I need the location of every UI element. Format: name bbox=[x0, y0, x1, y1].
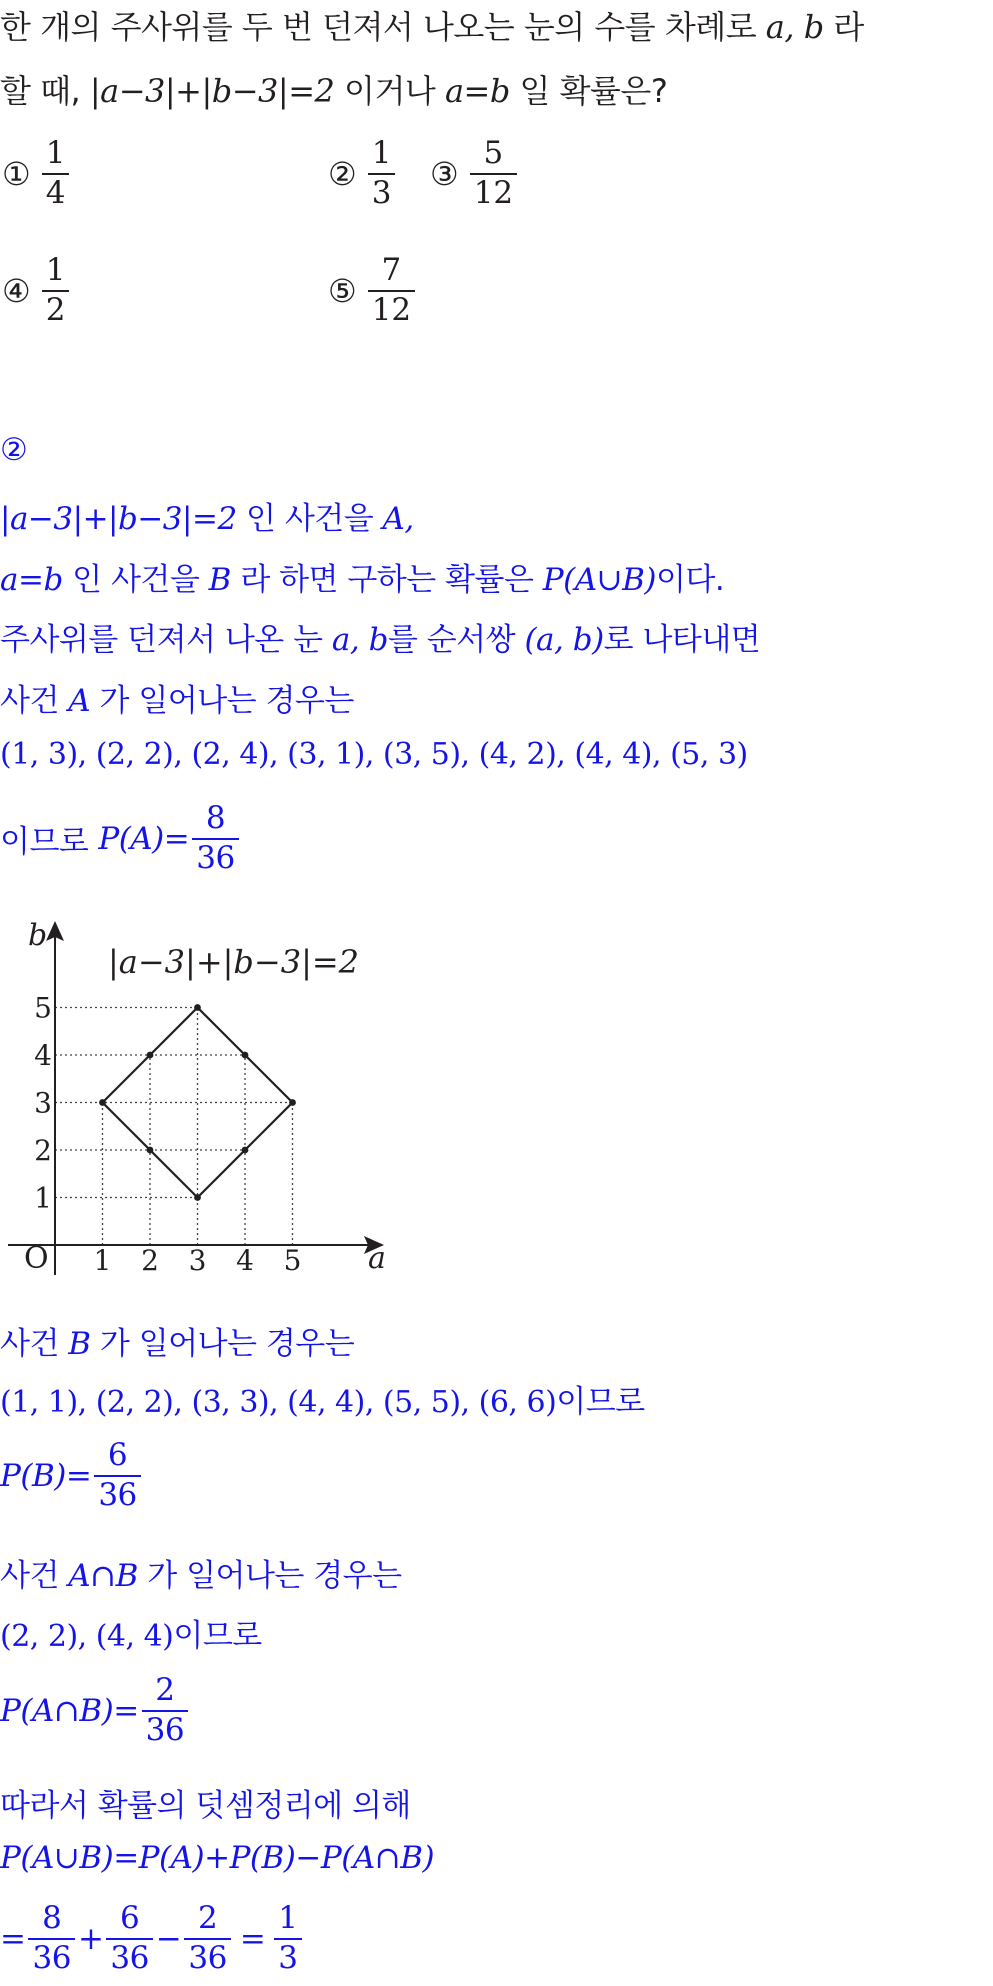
text: 가 일어나는 경우는 bbox=[147, 1558, 402, 1594]
solution-line-12 bbox=[0, 1672, 191, 1750]
y-tick-label: 2 bbox=[34, 1134, 52, 1167]
option-number: ⑤ bbox=[328, 271, 357, 310]
option-4[interactable] bbox=[2, 252, 72, 330]
prob-b: P(B)= bbox=[0, 1457, 92, 1494]
solution-line-8 bbox=[0, 1376, 645, 1421]
var-b: B bbox=[208, 562, 231, 598]
solution-line-3 bbox=[0, 614, 760, 659]
x-axis-label: a bbox=[368, 1241, 386, 1276]
minus-sign: − bbox=[155, 1920, 182, 1957]
text: 사건 bbox=[0, 683, 59, 719]
origin-label: O bbox=[24, 1241, 49, 1276]
text: 가 일어나는 경우는 bbox=[99, 1326, 355, 1362]
text: 로 나타내면 bbox=[603, 622, 761, 658]
solution-line-6 bbox=[0, 800, 242, 878]
var-a: A, bbox=[382, 501, 414, 537]
question-mid: 이거나 bbox=[344, 72, 436, 110]
event-a-pairs: (1, 3), (2, 2), (2, 4), (3, 1), (3, 5), (4, 2), (4, 4), (5, 3) bbox=[0, 737, 748, 772]
question-line-2 bbox=[0, 66, 667, 112]
question-equation-2: a=b bbox=[444, 72, 510, 110]
solution-line-4 bbox=[0, 675, 354, 720]
equals-sign: = bbox=[239, 1920, 266, 1957]
fraction: $\frac{2}{36}$ bbox=[184, 1900, 230, 1978]
text: 이다. bbox=[655, 562, 725, 598]
lattice-point bbox=[99, 1099, 106, 1106]
fraction: $\frac{1}{3}$ bbox=[274, 1900, 301, 1978]
lattice-point bbox=[242, 1147, 249, 1154]
y-tick-label: 4 bbox=[34, 1039, 52, 1072]
lattice-point bbox=[242, 1052, 249, 1059]
equals-sign: = bbox=[0, 1920, 26, 1957]
option-fraction: $\frac{7}{12}$ bbox=[368, 252, 415, 330]
vars: a, b bbox=[331, 622, 388, 658]
text: 이므로 bbox=[556, 1384, 645, 1420]
x-tick-label: 1 bbox=[93, 1244, 112, 1277]
question-text: 한 개의 주사위를 두 번 던져서 나오는 눈의 수를 차례로 bbox=[0, 8, 757, 46]
text: 사건 bbox=[0, 1558, 59, 1594]
text: 주사위를 던져서 나온 눈 bbox=[0, 622, 323, 658]
solution-line-10 bbox=[0, 1550, 402, 1595]
option-1[interactable] bbox=[2, 135, 72, 213]
solution-line-1 bbox=[0, 493, 414, 538]
solution-line-11 bbox=[0, 1610, 262, 1655]
text: 사건 bbox=[0, 1326, 59, 1362]
text: 인 사건을 bbox=[72, 562, 200, 598]
option-number: ② bbox=[328, 154, 357, 193]
option-number: ① bbox=[2, 154, 31, 193]
y-tick-label: 3 bbox=[34, 1086, 52, 1120]
fraction: $\frac{6}{36}$ bbox=[106, 1900, 152, 1978]
question-tail-2: 일 확률은? bbox=[519, 72, 668, 110]
option-fraction: $\frac{1}{2}$ bbox=[42, 252, 70, 330]
option-2[interactable] bbox=[328, 135, 398, 213]
plus-sign: + bbox=[77, 1920, 104, 1957]
option-number: ④ bbox=[2, 271, 31, 310]
var-a: A bbox=[68, 683, 91, 719]
answer-number: ② bbox=[0, 432, 28, 468]
x-tick-label: 3 bbox=[188, 1244, 207, 1277]
option-fraction: $\frac{5}{12}$ bbox=[470, 135, 517, 213]
y-tick-label: 5 bbox=[34, 991, 52, 1025]
var-intersect: A∩B bbox=[68, 1558, 138, 1594]
fraction: $\frac{8}{36}$ bbox=[192, 800, 238, 878]
diamond-graph bbox=[0, 905, 420, 1285]
solution-line-13 bbox=[0, 1780, 411, 1825]
x-tick-label: 2 bbox=[141, 1244, 159, 1277]
text: 이므로 bbox=[173, 1618, 262, 1654]
fraction: $\frac{6}{36}$ bbox=[94, 1437, 140, 1515]
ordered-pair: (a, b) bbox=[524, 622, 604, 658]
question-tail: 라 bbox=[833, 8, 864, 46]
fraction: $\frac{2}{36}$ bbox=[142, 1672, 188, 1750]
x-tick-label: 5 bbox=[283, 1244, 302, 1277]
lattice-point bbox=[194, 1004, 201, 1011]
text: 가 일어나는 경우는 bbox=[99, 683, 354, 719]
grid-guides bbox=[55, 1008, 293, 1246]
option-5[interactable] bbox=[328, 252, 418, 330]
solution-line-15 bbox=[0, 1900, 305, 1978]
option-number: ③ bbox=[430, 154, 459, 193]
solution-line-5 bbox=[0, 737, 748, 772]
question-text-2: 할 때, bbox=[0, 72, 81, 110]
prob-a: P(A)= bbox=[98, 820, 190, 857]
solution-line-9 bbox=[0, 1437, 144, 1515]
text: 이므로 bbox=[0, 824, 89, 861]
option-fraction: $\frac{1}{3}$ bbox=[368, 135, 396, 213]
lattice-point bbox=[194, 1194, 201, 1201]
lattice-point bbox=[147, 1147, 154, 1154]
var-b: B bbox=[68, 1326, 91, 1362]
solution-line-2 bbox=[0, 554, 724, 599]
x-tick-label: 4 bbox=[236, 1244, 254, 1277]
solution-line-7 bbox=[0, 1318, 354, 1363]
question-line-1 bbox=[0, 2, 864, 48]
question-equation: |a−3|+|b−3|=2 bbox=[89, 72, 335, 110]
graph-equation: |a−3|+|b−3|=2 bbox=[108, 943, 360, 981]
option-fraction: $\frac{1}{4}$ bbox=[42, 135, 70, 213]
text: 따라서 확률의 덧셈정리에 의해 bbox=[0, 1788, 411, 1824]
event-b-pairs: (1, 1), (2, 2), (3, 3), (4, 4), (5, 5), (6, 6) bbox=[0, 1385, 557, 1420]
lattice-point bbox=[289, 1099, 296, 1106]
answer-label bbox=[0, 432, 27, 468]
fraction: $\frac{8}{36}$ bbox=[28, 1900, 74, 1978]
union-expr: P(A∪B) bbox=[542, 562, 656, 598]
equation-a: |a−3|+|b−3|=2 bbox=[0, 501, 237, 537]
text: 라 하면 구하는 확률은 bbox=[240, 562, 534, 598]
prob-intersect: P(A∩B)= bbox=[0, 1692, 139, 1729]
text: 를 순서쌍 bbox=[387, 622, 516, 658]
option-3[interactable] bbox=[430, 135, 520, 213]
intersect-pairs: (2, 2), (4, 4) bbox=[0, 1619, 174, 1654]
y-tick-label: 1 bbox=[34, 1181, 52, 1215]
lattice-point bbox=[147, 1052, 154, 1059]
equation-b: a=b bbox=[0, 562, 63, 598]
text: 인 사건을 bbox=[246, 501, 374, 537]
question-vars: a, b bbox=[765, 8, 824, 46]
solution-line-14 bbox=[0, 1840, 434, 1876]
y-axis-label: b bbox=[28, 918, 48, 953]
addition-rule: P(A∪B)=P(A)+P(B)−P(A∩B) bbox=[0, 1840, 435, 1876]
